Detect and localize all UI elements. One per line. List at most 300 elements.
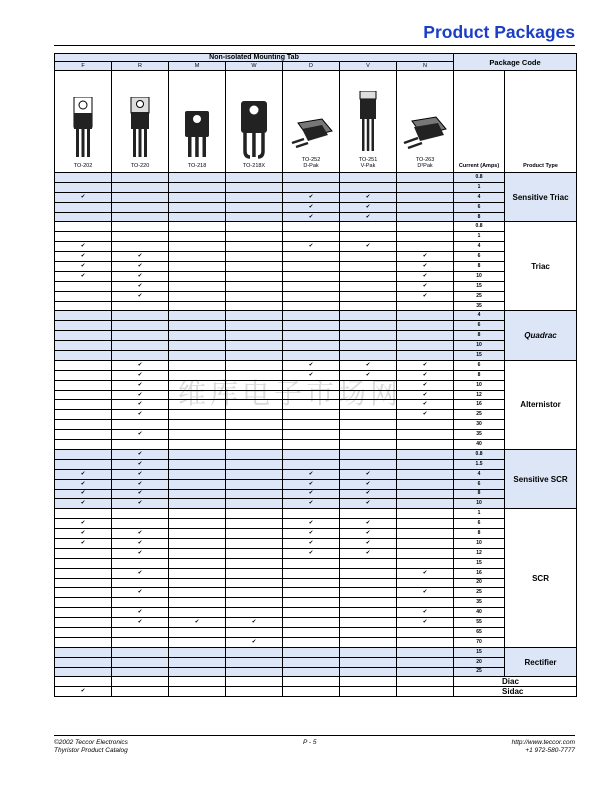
check-cell <box>55 262 112 272</box>
current-value: 35 <box>454 301 505 311</box>
check-mark-icon: ✔ <box>422 569 428 576</box>
check-mark-icon: ✔ <box>365 243 371 250</box>
check-mark-icon: ✔ <box>308 490 314 497</box>
check-cell <box>340 647 397 657</box>
product-type-sensitive-scr: Sensitive SCR <box>505 449 577 508</box>
check-mark-icon: ✔ <box>137 609 143 616</box>
table-row-sidac <box>55 687 577 697</box>
current-value: 6 <box>454 519 505 529</box>
check-mark-icon: ✔ <box>422 253 428 260</box>
product-type-quadrac: Quadrac <box>505 311 577 360</box>
product-packages-table-wrap <box>54 53 576 697</box>
check-cell <box>397 440 454 450</box>
package-name: TO-251 <box>358 157 378 163</box>
check-mark-icon: ✔ <box>80 480 86 487</box>
table-row <box>55 548 577 558</box>
check-cell <box>55 351 112 361</box>
check-cell <box>340 568 397 578</box>
check-mark-icon: ✔ <box>308 243 314 250</box>
check-cell <box>283 252 340 262</box>
check-cell <box>340 281 397 291</box>
table-row <box>55 627 577 637</box>
check-cell <box>169 509 226 519</box>
check-cell <box>55 212 112 222</box>
check-cell <box>340 667 397 677</box>
product-type-diac: Diac <box>454 677 577 687</box>
check-cell <box>283 271 340 281</box>
check-cell <box>397 262 454 272</box>
check-cell <box>226 687 283 697</box>
footer-right <box>512 739 575 755</box>
table-row <box>55 420 577 430</box>
check-cell <box>283 291 340 301</box>
current-value: 55 <box>454 618 505 628</box>
check-cell <box>112 212 169 222</box>
check-cell <box>169 469 226 479</box>
check-cell <box>169 667 226 677</box>
package-name: TO-218X <box>242 163 266 169</box>
check-cell <box>226 311 283 321</box>
check-mark-icon: ✔ <box>137 490 143 497</box>
check-cell <box>169 568 226 578</box>
current-value: 35 <box>454 598 505 608</box>
check-cell <box>340 578 397 588</box>
check-cell <box>340 637 397 647</box>
table-row <box>55 529 577 539</box>
check-cell <box>397 687 454 697</box>
check-mark-icon: ✔ <box>137 262 143 269</box>
check-cell <box>283 360 340 370</box>
table-row <box>55 657 577 667</box>
to-218x-package-icon <box>226 101 282 159</box>
check-cell <box>112 410 169 420</box>
package-alias: D-Pak <box>303 163 319 169</box>
table-row <box>55 370 577 380</box>
check-cell <box>112 647 169 657</box>
current-value: 6 <box>454 479 505 489</box>
check-cell <box>55 548 112 558</box>
check-mark-icon: ✔ <box>422 411 428 418</box>
to-218-package-icon <box>169 111 225 159</box>
check-cell <box>226 430 283 440</box>
check-cell <box>397 380 454 390</box>
check-cell <box>169 281 226 291</box>
table-row <box>55 489 577 499</box>
check-mark-icon: ✔ <box>80 253 86 260</box>
check-cell <box>55 499 112 509</box>
current-value: 6 <box>454 321 505 331</box>
check-cell <box>112 430 169 440</box>
check-cell <box>226 202 283 212</box>
check-cell <box>169 252 226 262</box>
check-cell <box>55 598 112 608</box>
current-value: 10 <box>454 499 505 509</box>
check-cell <box>112 578 169 588</box>
check-cell <box>55 578 112 588</box>
check-cell <box>340 519 397 529</box>
footer-url: http://www.teccor.com <box>511 739 575 746</box>
table-row <box>55 202 577 212</box>
check-cell <box>397 529 454 539</box>
check-cell <box>397 301 454 311</box>
check-cell <box>340 252 397 262</box>
check-cell <box>397 192 454 202</box>
table-row <box>55 252 577 262</box>
check-mark-icon: ✔ <box>137 569 143 576</box>
current-value: 6 <box>454 252 505 262</box>
check-cell <box>397 321 454 331</box>
check-cell <box>340 657 397 667</box>
current-value: 10 <box>454 341 505 351</box>
check-cell <box>226 647 283 657</box>
check-cell <box>283 667 340 677</box>
check-cell <box>283 479 340 489</box>
check-cell <box>169 677 226 687</box>
check-mark-icon: ✔ <box>422 282 428 289</box>
table-row <box>55 667 577 677</box>
package-name: TO-218 <box>187 163 207 169</box>
check-cell <box>112 538 169 548</box>
check-cell <box>226 420 283 430</box>
check-mark-icon: ✔ <box>80 490 86 497</box>
check-cell <box>112 459 169 469</box>
check-cell <box>340 360 397 370</box>
check-cell <box>283 173 340 183</box>
check-cell <box>169 529 226 539</box>
check-cell <box>55 449 112 459</box>
check-cell <box>112 479 169 489</box>
check-cell <box>340 341 397 351</box>
current-value: 12 <box>454 548 505 558</box>
current-value: 1 <box>454 232 505 242</box>
table-row <box>55 568 577 578</box>
check-mark-icon: ✔ <box>137 411 143 418</box>
check-cell <box>397 637 454 647</box>
check-mark-icon: ✔ <box>422 381 428 388</box>
check-cell <box>283 410 340 420</box>
check-cell <box>55 252 112 262</box>
check-cell <box>112 608 169 618</box>
check-cell <box>226 578 283 588</box>
table-row <box>55 222 577 232</box>
product-type-sensitive-triac: Sensitive Triac <box>505 173 577 222</box>
check-cell <box>169 301 226 311</box>
current-value: 40 <box>454 440 505 450</box>
table-row <box>55 519 577 529</box>
current-value: 4 <box>454 469 505 479</box>
check-cell <box>55 173 112 183</box>
check-cell <box>112 548 169 558</box>
check-mark-icon: ✔ <box>308 520 314 527</box>
check-cell <box>340 677 397 687</box>
check-cell <box>169 182 226 192</box>
table-row <box>55 578 577 588</box>
check-cell <box>55 608 112 618</box>
table-row <box>55 637 577 647</box>
check-cell <box>169 558 226 568</box>
check-mark-icon: ✔ <box>137 272 143 279</box>
check-cell <box>112 440 169 450</box>
check-cell <box>112 252 169 262</box>
check-cell <box>397 449 454 459</box>
check-cell <box>283 598 340 608</box>
check-cell <box>169 331 226 341</box>
check-cell <box>55 687 112 697</box>
check-cell <box>226 608 283 618</box>
check-cell <box>112 262 169 272</box>
check-mark-icon: ✔ <box>308 371 314 378</box>
check-cell <box>112 242 169 252</box>
check-cell <box>55 281 112 291</box>
table-row <box>55 598 577 608</box>
check-mark-icon: ✔ <box>365 193 371 200</box>
check-cell <box>169 608 226 618</box>
check-cell <box>226 271 283 281</box>
check-cell <box>283 529 340 539</box>
table-row-diac <box>55 677 577 687</box>
current-value: 8 <box>454 529 505 539</box>
check-cell <box>112 489 169 499</box>
check-mark-icon: ✔ <box>365 549 371 556</box>
check-mark-icon: ✔ <box>365 490 371 497</box>
check-cell <box>226 499 283 509</box>
check-cell <box>112 469 169 479</box>
check-cell <box>226 479 283 489</box>
current-value: 8 <box>454 370 505 380</box>
check-cell <box>55 321 112 331</box>
package-cell <box>55 71 112 173</box>
check-cell <box>397 252 454 262</box>
footer-phone: +1 972-580-7777 <box>525 747 575 754</box>
check-cell <box>283 400 340 410</box>
check-cell <box>226 529 283 539</box>
table-row <box>55 212 577 222</box>
check-cell <box>226 558 283 568</box>
check-cell <box>112 360 169 370</box>
current-value: 15 <box>454 351 505 361</box>
check-cell <box>226 548 283 558</box>
check-cell <box>283 192 340 202</box>
current-value: 6 <box>454 360 505 370</box>
check-cell <box>397 618 454 628</box>
check-cell <box>283 509 340 519</box>
check-mark-icon: ✔ <box>251 619 257 626</box>
table-row <box>55 647 577 657</box>
check-cell <box>226 370 283 380</box>
check-cell <box>55 667 112 677</box>
check-mark-icon: ✔ <box>308 213 314 220</box>
check-cell <box>169 578 226 588</box>
check-mark-icon: ✔ <box>422 589 428 596</box>
package-code-m: M <box>169 62 226 71</box>
check-cell <box>340 212 397 222</box>
check-cell <box>226 598 283 608</box>
check-cell <box>283 301 340 311</box>
table-row <box>55 608 577 618</box>
check-mark-icon: ✔ <box>137 361 143 368</box>
check-mark-icon: ✔ <box>308 539 314 546</box>
check-cell <box>112 449 169 459</box>
check-mark-icon: ✔ <box>365 500 371 507</box>
check-cell <box>283 538 340 548</box>
check-cell <box>283 578 340 588</box>
package-code-v: V <box>340 62 397 71</box>
to-202-package-icon <box>55 97 111 159</box>
check-cell <box>55 489 112 499</box>
table-row <box>55 281 577 291</box>
check-mark-icon: ✔ <box>365 361 371 368</box>
check-cell <box>397 351 454 361</box>
package-cell <box>112 71 169 173</box>
check-mark-icon: ✔ <box>137 371 143 378</box>
check-cell <box>226 637 283 647</box>
check-cell <box>340 271 397 281</box>
check-cell <box>397 627 454 637</box>
current-value: 40 <box>454 608 505 618</box>
check-cell <box>226 677 283 687</box>
check-cell <box>226 242 283 252</box>
check-cell <box>226 262 283 272</box>
check-mark-icon: ✔ <box>137 282 143 289</box>
check-cell <box>340 430 397 440</box>
footer-copyright: ©2002 Teccor Electronics <box>54 739 128 746</box>
current-value: 25 <box>454 410 505 420</box>
check-cell <box>55 558 112 568</box>
check-mark-icon: ✔ <box>137 460 143 467</box>
check-cell <box>397 400 454 410</box>
table-row <box>55 192 577 202</box>
check-cell <box>55 647 112 657</box>
check-mark-icon: ✔ <box>251 638 257 645</box>
package-cell <box>226 71 283 173</box>
check-cell <box>397 182 454 192</box>
check-cell <box>112 667 169 677</box>
check-cell <box>112 519 169 529</box>
check-cell <box>169 588 226 598</box>
table-row <box>55 380 577 390</box>
check-cell <box>226 301 283 311</box>
to-252-package-icon <box>283 117 339 153</box>
package-code-d: D <box>283 62 340 71</box>
current-value: 20 <box>454 578 505 588</box>
check-cell <box>340 242 397 252</box>
check-mark-icon: ✔ <box>137 431 143 438</box>
check-cell <box>397 212 454 222</box>
check-cell <box>283 449 340 459</box>
check-cell <box>112 420 169 430</box>
check-mark-icon: ✔ <box>80 272 86 279</box>
current-value: 20 <box>454 657 505 667</box>
check-cell <box>112 687 169 697</box>
check-cell <box>169 271 226 281</box>
check-cell <box>55 529 112 539</box>
check-cell <box>112 192 169 202</box>
check-cell <box>397 410 454 420</box>
check-cell <box>340 400 397 410</box>
to-251-package-icon <box>340 91 396 153</box>
check-cell <box>340 192 397 202</box>
check-mark-icon: ✔ <box>422 292 428 299</box>
table-row <box>55 469 577 479</box>
check-cell <box>397 281 454 291</box>
check-cell <box>283 351 340 361</box>
check-cell <box>340 262 397 272</box>
check-cell <box>283 608 340 618</box>
check-cell <box>226 657 283 667</box>
package-cell <box>283 71 340 173</box>
header-row-1 <box>55 54 577 62</box>
check-mark-icon: ✔ <box>308 193 314 200</box>
check-cell <box>55 301 112 311</box>
table-row <box>55 430 577 440</box>
check-cell <box>283 499 340 509</box>
check-cell <box>169 351 226 361</box>
check-cell <box>340 291 397 301</box>
check-cell <box>397 202 454 212</box>
check-cell <box>226 341 283 351</box>
check-cell <box>283 489 340 499</box>
check-cell <box>397 647 454 657</box>
table-row <box>55 331 577 341</box>
check-cell <box>169 449 226 459</box>
check-cell <box>283 558 340 568</box>
check-mark-icon: ✔ <box>80 193 86 200</box>
check-cell <box>226 459 283 469</box>
check-cell <box>169 410 226 420</box>
current-value: 15 <box>454 647 505 657</box>
current-value: 8 <box>454 212 505 222</box>
check-cell <box>226 291 283 301</box>
check-cell <box>226 568 283 578</box>
current-value: 1 <box>454 509 505 519</box>
product-type-rectifier: Rectifier <box>505 647 577 677</box>
check-cell <box>226 252 283 262</box>
check-cell <box>55 677 112 687</box>
check-cell <box>55 657 112 667</box>
current-value: 35 <box>454 430 505 440</box>
check-cell <box>55 331 112 341</box>
check-cell <box>283 182 340 192</box>
check-cell <box>55 509 112 519</box>
check-mark-icon: ✔ <box>80 470 86 477</box>
table-row <box>55 618 577 628</box>
package-code-n: N <box>397 62 454 71</box>
check-cell <box>55 380 112 390</box>
table-row <box>55 173 577 183</box>
check-cell <box>283 390 340 400</box>
package-code-f: F <box>55 62 112 71</box>
check-cell <box>397 499 454 509</box>
check-cell <box>112 618 169 628</box>
check-cell <box>283 281 340 291</box>
check-cell <box>169 420 226 430</box>
check-cell <box>397 558 454 568</box>
current-value: 25 <box>454 588 505 598</box>
check-cell <box>55 232 112 242</box>
check-cell <box>397 578 454 588</box>
product-type-sidac: Sidac <box>454 687 577 697</box>
check-cell <box>112 202 169 212</box>
check-mark-icon: ✔ <box>422 361 428 368</box>
current-value: 8 <box>454 489 505 499</box>
check-mark-icon: ✔ <box>80 500 86 507</box>
table-row <box>55 499 577 509</box>
check-cell <box>226 588 283 598</box>
check-cell <box>340 598 397 608</box>
page-title: Product Packages <box>423 22 575 42</box>
check-cell <box>226 509 283 519</box>
check-cell <box>397 291 454 301</box>
